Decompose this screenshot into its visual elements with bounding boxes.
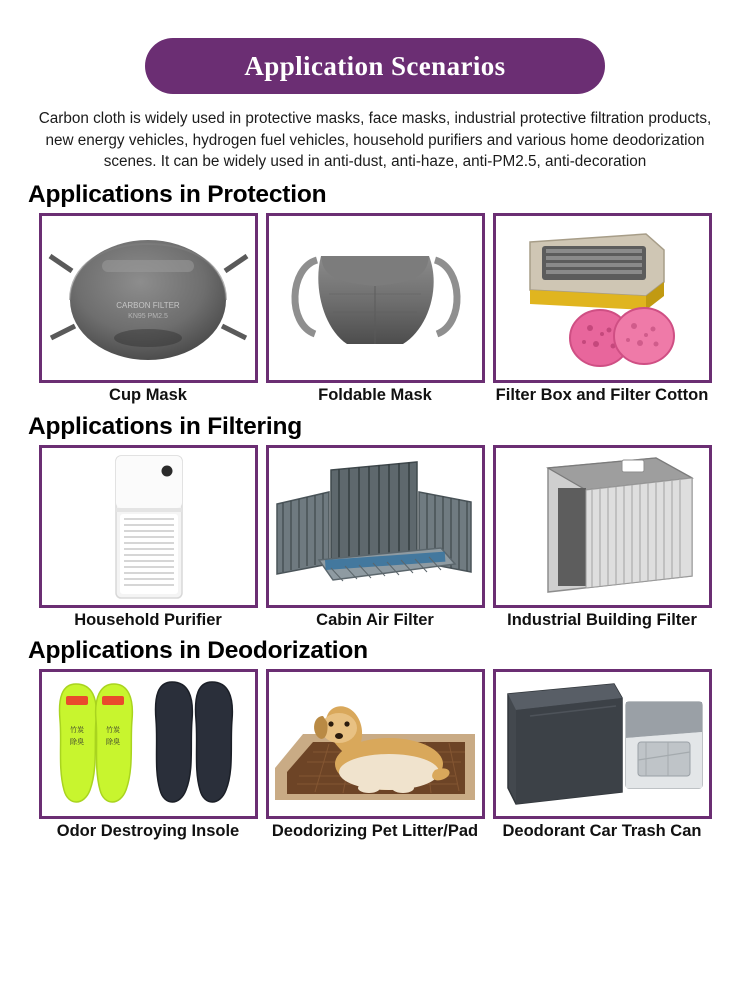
card-caption: Foldable Mask [318, 386, 432, 405]
header-banner-wrap [0, 0, 750, 94]
card-caption: Deodorizing Pet Litter/Pad [271, 822, 479, 841]
page-title: Application Scenarios [244, 50, 506, 81]
card-deodorant-car-trash-can [493, 669, 712, 840]
card-caption: Industrial Building Filter [507, 610, 697, 629]
card-cabin-air-filter [266, 445, 485, 629]
cabin-air-filter-image [269, 448, 482, 605]
intro-paragraph: Carbon cloth is widely used in protective masks, face masks, industrial protective filtration products, new energy vehicles, hydrogen fuel vehicles, household purifiers and various home deodorization scenes. It can be widely used in anti-dust, anti-haze, anti-PM2.5, anti-decoration [38, 110, 712, 171]
svg-text:除臭: 除臭 [69, 739, 84, 747]
card-deodorizing-pet-pad [266, 669, 485, 840]
card-caption: Household Purifier [74, 610, 222, 629]
card-cup-mask [39, 213, 258, 404]
card-caption: Cup Mask [109, 386, 187, 405]
section-title-protection: Applications in Protection [28, 181, 327, 209]
industrial-building-filter-thumbnail [493, 445, 712, 608]
card-caption: Odor Destroying Insole [56, 822, 240, 841]
deodorant-car-trash-can-image [496, 672, 709, 816]
deodorizing-pet-pad-image [269, 672, 482, 816]
section-row-filtering [0, 445, 750, 629]
odor-destroying-insole-image [42, 672, 255, 816]
card-filter-box-cotton [493, 213, 712, 404]
header-banner [145, 38, 605, 94]
card-caption: Deodorant Car Trash Can [502, 822, 702, 841]
svg-text:KN95 PM2.5: KN95 PM2.5 [127, 313, 168, 321]
deodorizing-pet-pad-thumbnail [266, 669, 485, 819]
section-title-filtering: Applications in Filtering [28, 412, 303, 440]
card-caption: Filter Box and Filter Cotton [495, 386, 709, 405]
svg-text:CARBON FILTER: CARBON FILTER [115, 301, 180, 311]
section-row-protection [0, 213, 750, 404]
industrial-building-filter-image [496, 448, 709, 605]
filter-box-cotton-image [496, 216, 709, 380]
household-purifier-thumbnail [39, 445, 258, 608]
svg-text:竹炭: 竹炭 [105, 727, 120, 735]
card-industrial-building-filter [493, 445, 712, 629]
foldable-mask-thumbnail [266, 213, 485, 383]
card-foldable-mask [266, 213, 485, 404]
card-household-purifier [39, 445, 258, 629]
filter-box-cotton-thumbnail [493, 213, 712, 383]
household-purifier-image [42, 448, 255, 605]
section-row-deodorization [0, 669, 750, 840]
section-title-deodorization: Applications in Deodorization [28, 637, 368, 665]
cup-mask-image [42, 216, 255, 380]
foldable-mask-image [269, 216, 482, 380]
deodorant-car-trash-can-thumbnail [493, 669, 712, 819]
svg-text:竹炭: 竹炭 [69, 727, 84, 735]
odor-destroying-insole-thumbnail [39, 669, 258, 819]
card-caption: Cabin Air Filter [316, 610, 434, 629]
card-odor-destroying-insole [39, 669, 258, 840]
cup-mask-thumbnail [39, 213, 258, 383]
svg-text:除臭: 除臭 [105, 739, 120, 747]
cabin-air-filter-thumbnail [266, 445, 485, 608]
